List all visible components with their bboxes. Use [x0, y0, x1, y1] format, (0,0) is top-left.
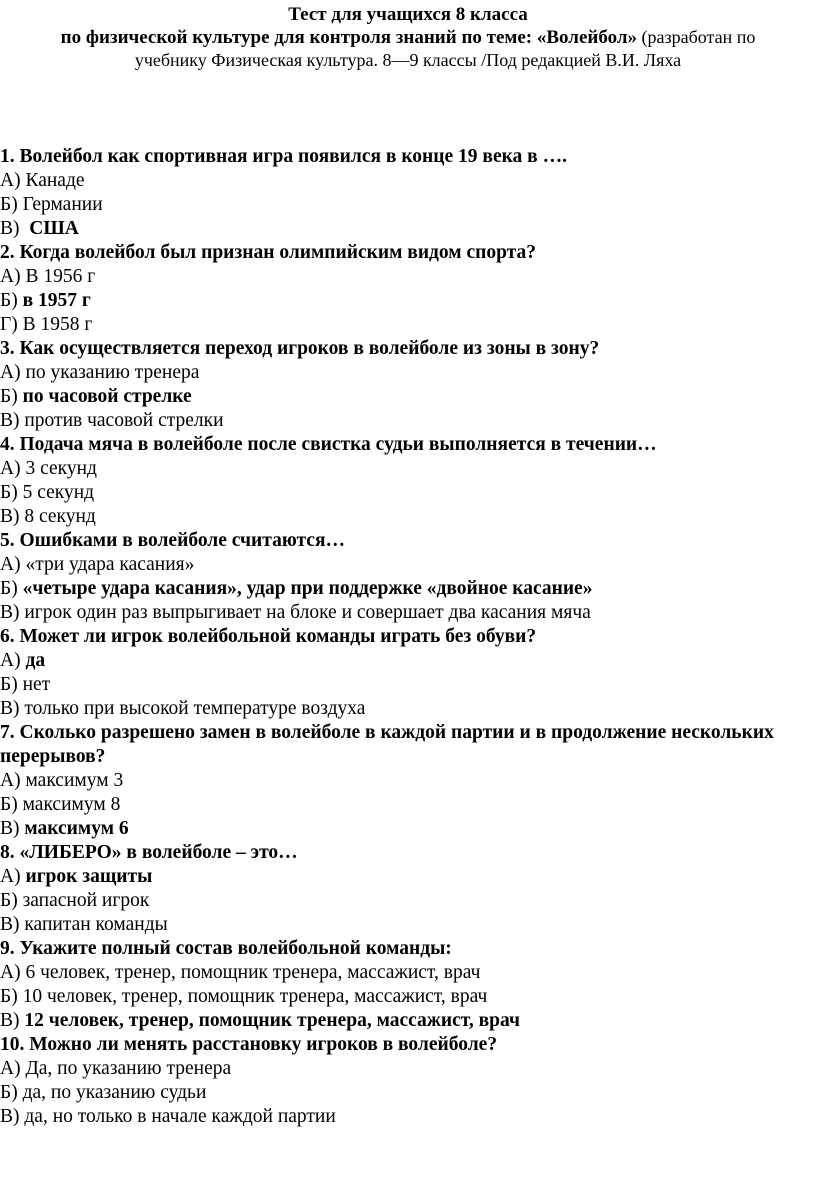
option-letter: Б) [0, 482, 23, 503]
option-text: 3 секунд [25, 458, 97, 479]
answer-option [0, 1105, 810, 1129]
option-text: нет [22, 674, 51, 695]
option-text: 6 человек, тренер, помощник тренера, массажист, врач [25, 962, 481, 983]
option-letter: Б) [0, 986, 23, 1007]
question-block [0, 625, 810, 721]
answer-option [0, 601, 810, 625]
question-text: 5. Ошибками в волейболе считаются… [0, 530, 346, 551]
option-text: против часовой стрелки [24, 410, 224, 431]
option-letter: Б) [0, 1082, 23, 1103]
option-letter: А) [0, 554, 26, 575]
question-text: 3. Как осуществляется переход игроков в волейболе из зоны в зону? [0, 338, 600, 359]
option-letter: В) [0, 506, 25, 527]
answer-option [0, 793, 810, 817]
answer-option [0, 481, 810, 505]
option-text: да, по указанию судьи [22, 1082, 207, 1103]
question-text: 4. Подача мяча в волейболе после свистка судьи выполняется в течении… [0, 434, 657, 455]
answer-option [0, 289, 810, 313]
option-text: В 1956 г [25, 266, 96, 287]
option-letter: В) [0, 218, 30, 239]
option-letter: Б) [0, 578, 23, 599]
option-text: по указанию тренера [25, 362, 200, 383]
option-text: Да, по указанию тренера [25, 1058, 232, 1079]
option-letter: А) [0, 770, 26, 791]
option-letter: Б) [0, 386, 23, 407]
option-letter: А) [0, 1058, 26, 1079]
option-letter: В) [0, 914, 25, 935]
header-title: Тест для учащихся 8 класса [288, 4, 528, 25]
option-letter: А) [0, 650, 26, 671]
option-text-correct: да [25, 650, 46, 671]
option-letter: А) [0, 170, 26, 191]
question-block [0, 721, 810, 841]
option-letter: В) [0, 1010, 25, 1031]
answer-option [0, 865, 810, 889]
header-source-start: (разработан по [636, 27, 756, 47]
option-letter: А) [0, 362, 26, 383]
question-text: 10. Можно ли менять расстановку игроков в волейболе? [0, 1034, 498, 1055]
question-text: 7. Сколько разрешено замен в волейболе в каждой партии и в продолжение нескольких перерывов? [0, 722, 774, 767]
answer-option [0, 649, 810, 673]
option-text: игрок один раз выпрыгивает на блоке и совершает два касания мяча [24, 602, 591, 623]
option-letter: В) [0, 410, 25, 431]
answer-option [0, 577, 810, 601]
question-block [0, 337, 810, 433]
option-text: максимум 8 [22, 794, 121, 815]
question-block [0, 937, 810, 1033]
answer-option [0, 1009, 810, 1033]
answer-option [0, 313, 810, 337]
question-list [0, 145, 810, 1129]
question-text: 1. Волейбол как спортивная игра появился в конце 19 века в …. [0, 146, 567, 167]
answer-option [0, 553, 810, 577]
question-block [0, 841, 810, 937]
option-letter: Б) [0, 794, 23, 815]
option-letter: Б) [0, 194, 23, 215]
option-text-correct: максимум 6 [24, 818, 129, 839]
answer-option [0, 265, 810, 289]
option-text: 8 секунд [24, 506, 96, 527]
option-text-correct: игрок защиты [25, 866, 153, 887]
answer-option [0, 769, 810, 793]
question-block [0, 529, 810, 625]
answer-option [0, 697, 810, 721]
option-text: да, но только в начале каждой партии [24, 1106, 336, 1127]
header-subtitle [0, 26, 816, 49]
option-text-correct: по часовой стрелке [22, 386, 192, 407]
answer-option [0, 1057, 810, 1081]
answer-option [0, 193, 810, 217]
option-text: Германии [22, 194, 103, 215]
option-text: капитан команды [24, 914, 168, 935]
option-letter: В) [0, 698, 25, 719]
header-topic: по физической культуре для контроля знаний по теме: «Волейбол» [60, 27, 637, 48]
option-letter: Г) [0, 314, 23, 335]
option-text: 5 секунд [22, 482, 95, 503]
option-letter: В) [0, 818, 25, 839]
header-source: учебнику Физическая культура. 8—9 классы /Под редакцией В.И. Ляха [134, 50, 682, 70]
question-block [0, 241, 810, 337]
answer-option [0, 817, 810, 841]
question-block [0, 433, 810, 529]
option-letter: А) [0, 962, 26, 983]
answer-option [0, 889, 810, 913]
answer-option [0, 361, 810, 385]
option-text: В 1958 г [22, 314, 93, 335]
document-header [0, 0, 816, 71]
answer-option [0, 961, 810, 985]
question-text: 6. Может ли игрок волейбольной команды играть без обуви? [0, 626, 537, 647]
option-text: максимум 3 [25, 770, 124, 791]
answer-option [0, 673, 810, 697]
answer-option [0, 457, 810, 481]
option-letter: А) [0, 266, 26, 287]
option-letter: А) [0, 458, 26, 479]
option-letter: В) [0, 1106, 25, 1127]
answer-option [0, 985, 810, 1009]
option-letter: Б) [0, 890, 23, 911]
answer-option [0, 913, 810, 937]
answer-option [0, 1081, 810, 1105]
option-text: «три удара касания» [25, 554, 195, 575]
question-block [0, 1033, 810, 1129]
answer-option [0, 169, 810, 193]
option-letter: Б) [0, 290, 23, 311]
option-text-correct: 12 человек, тренер, помощник тренера, массажист, врач [24, 1010, 520, 1031]
option-text: запасной игрок [22, 890, 150, 911]
option-text: Канаде [25, 170, 85, 191]
option-text: 10 человек, тренер, помощник тренера, массажист, врач [22, 986, 488, 1007]
question-block [0, 145, 810, 241]
option-text-correct: «четыре удара касания», удар при поддержке «двойное касание» [22, 578, 593, 599]
question-text: 2. Когда волейбол был признан олимпийским видом спорта? [0, 242, 537, 263]
option-letter: В) [0, 602, 25, 623]
option-text-correct: в 1957 г [22, 290, 91, 311]
option-text: только при высокой температуре воздуха [24, 698, 366, 719]
question-text: 9. Укажите полный состав волейбольной команды: [0, 938, 452, 959]
answer-option [0, 385, 810, 409]
option-letter: А) [0, 866, 26, 887]
answer-option [0, 217, 810, 241]
answer-option [0, 505, 810, 529]
option-letter: Б) [0, 674, 23, 695]
answer-option [0, 409, 810, 433]
question-text: 8. «ЛИБЕРО» в волейболе – это… [0, 842, 298, 863]
option-text-correct: США [29, 218, 79, 239]
